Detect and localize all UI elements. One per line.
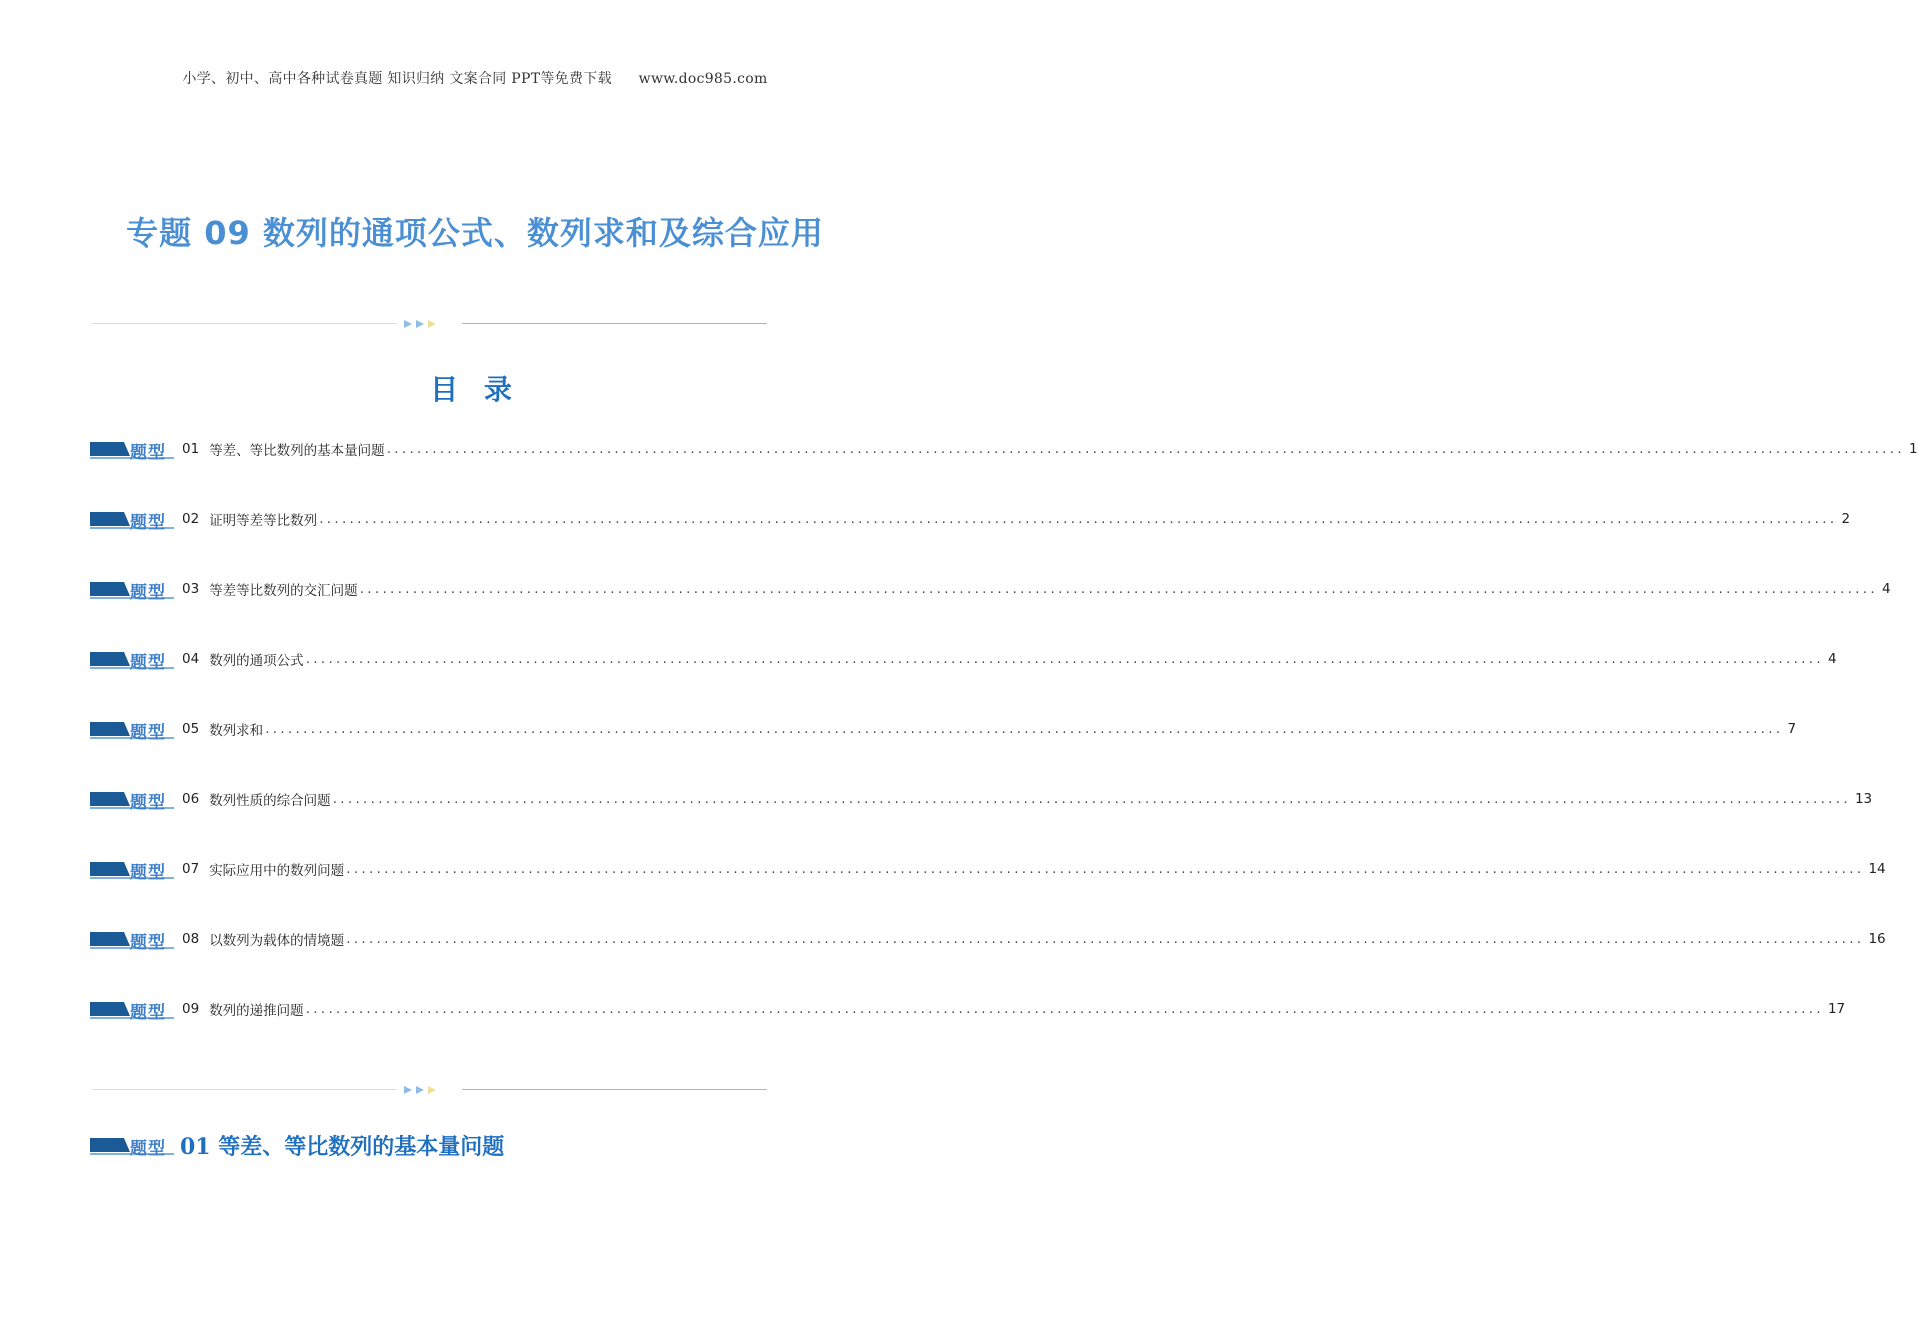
toc-entry-title: 数列的递推问题: [209, 1003, 304, 1019]
toc-number: 06: [182, 791, 200, 807]
toc-leader-dots: ........................................................................................................................................................................................................: [346, 861, 1865, 877]
badge-label: 题型: [130, 583, 166, 603]
toc-number: 09: [182, 1001, 200, 1017]
question-type-badge: [90, 998, 174, 1023]
header-url[interactable]: www.doc985.com: [638, 71, 768, 87]
badge-label: 题型: [130, 863, 166, 883]
toc-leader-dots: ........................................................................................................................................................................................................: [332, 791, 1851, 807]
toc-entry[interactable]: [90, 716, 1797, 743]
toc-leader-dots: ........................................................................................................................................................................................................: [319, 511, 1838, 527]
toc-page-number: 16: [1868, 931, 1886, 947]
badge-label: 题型: [130, 723, 166, 743]
question-type-badge: [90, 578, 174, 603]
question-type-badge: [90, 438, 174, 463]
header-text: 小学、初中、高中各种试卷真题 知识归纳 文案合同 PPT等免费下载: [182, 71, 612, 87]
toc-number: 07: [182, 861, 200, 877]
badge-label: 题型: [130, 1003, 166, 1023]
question-type-badge: [90, 858, 174, 883]
toc-entry[interactable]: [90, 786, 1873, 813]
toc-entry[interactable]: [90, 436, 1918, 463]
question-type-badge: [90, 648, 174, 673]
toc-number: 03: [182, 581, 200, 597]
toc-number: 02: [182, 511, 200, 527]
toc-page-number: 17: [1827, 1001, 1846, 1017]
toc-page-number: 1: [1908, 441, 1918, 457]
badge-label: 题型: [130, 933, 166, 953]
toc-page-number: 14: [1868, 861, 1886, 877]
toc-number: 08: [182, 931, 200, 947]
toc-number: 01: [182, 441, 200, 457]
toc-entry-title: 等差、等比数列的基本量问题: [209, 443, 385, 459]
toc-leader-dots: ........................................................................................................................................................................................................: [305, 1001, 1824, 1017]
question-type-badge: [90, 928, 174, 953]
toc-leader-dots: ........................................................................................................................................................................................................: [386, 441, 1905, 457]
triple-arrow-icon: [402, 318, 452, 330]
toc-entry[interactable]: [90, 926, 1886, 953]
toc-page-number: 7: [1787, 721, 1797, 737]
section-heading-text: 01 等差、等比数列的基本量问题: [180, 1133, 505, 1160]
toc-page-number: 4: [1881, 581, 1891, 597]
badge-label: 题型: [130, 1139, 166, 1159]
toc-number: 04: [182, 651, 200, 667]
toc-entry-title: 数列性质的综合问题: [209, 793, 331, 809]
toc-page-number: 4: [1827, 651, 1837, 667]
toc-entry[interactable]: [90, 996, 1846, 1023]
toc-leader-dots: ........................................................................................................................................................................................................: [305, 651, 1824, 667]
toc-entry-title: 等差等比数列的交汇问题: [209, 583, 358, 599]
triple-arrow-icon: [402, 1084, 452, 1096]
toc-entry-title: 以数列为载体的情境题: [209, 933, 345, 949]
question-type-badge: [90, 1134, 174, 1159]
badge-label: 题型: [130, 653, 166, 673]
section-heading: [90, 1130, 504, 1160]
toc-page-number: 2: [1841, 511, 1851, 527]
toc-entry-title: 数列的通项公式: [209, 653, 304, 669]
question-type-badge: [90, 788, 174, 813]
badge-label: 题型: [130, 513, 166, 533]
toc-entry[interactable]: [90, 856, 1886, 883]
badge-label: 题型: [130, 793, 166, 813]
site-header: [0, 68, 950, 88]
toc-entry[interactable]: [90, 576, 1891, 603]
badge-label: 题型: [130, 443, 166, 463]
toc-entry-title: 实际应用中的数列问题: [209, 863, 345, 879]
toc-leader-dots: ........................................................................................................................................................................................................: [359, 581, 1878, 597]
question-type-badge: [90, 718, 174, 743]
toc-number: 05: [182, 721, 200, 737]
question-type-badge: [90, 508, 174, 533]
toc-entry[interactable]: [90, 646, 1837, 673]
toc-leader-dots: ........................................................................................................................................................................................................: [265, 721, 1784, 737]
document-title: 专题 09 数列的通项公式、数列求和及综合应用: [126, 214, 824, 252]
decorative-divider: [92, 318, 767, 330]
toc-leader-dots: ........................................................................................................................................................................................................: [346, 931, 1865, 947]
toc-entry-title: 数列求和: [209, 723, 264, 739]
toc-entry-title: 证明等差等比数列: [209, 513, 318, 529]
decorative-divider: [92, 1084, 767, 1096]
toc-entry[interactable]: [90, 506, 1851, 533]
toc-title: 目 录: [430, 373, 520, 406]
toc-page-number: 13: [1854, 791, 1873, 807]
